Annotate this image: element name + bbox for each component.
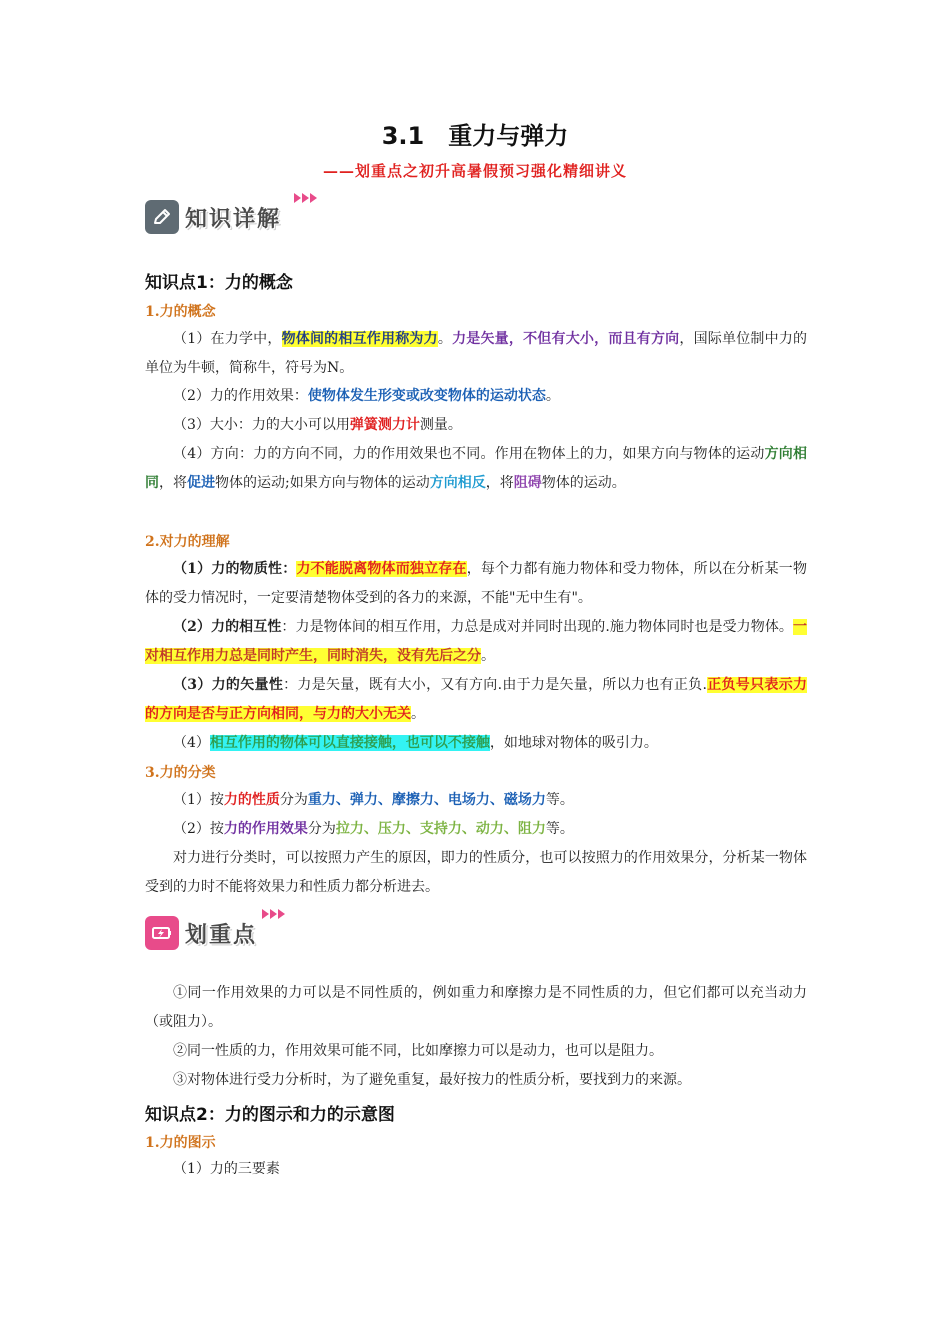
keypoint-2: ②同一性质的力，作用效果可能不同，比如摩擦力可以是动力，也可以是阻力。: [173, 1043, 663, 1059]
kp1-s2-p3: （3）力的矢量性：力是矢量，既有大小，又有方向.由于力是矢量，所以力也有正负.正负号只表示力的方向是否与正方向相同，与力的大小无关。: [145, 677, 807, 722]
kp1-s3-heading: 3.力的分类: [145, 765, 216, 781]
kp1-s3-p2: （2）按力的作用效果分为拉力、压力、支持力、动力、阻力等。: [173, 821, 574, 837]
kp1-s1-heading: 1.力的概念: [145, 304, 216, 320]
kp1-heading: 知识点1：力的概念: [145, 273, 293, 293]
kp1-s1-p1: （1）在力学中，物体间的相互作用称为力。力是矢量，不但有大小，而且有方向，国际单位制中力的单位为牛顿，简称牛，符号为N。: [145, 331, 808, 376]
pencil-icon: [145, 200, 179, 234]
kp1-s3-p3: 对力进行分类时，可以按照力产生的原因，即力的性质分，也可以按照力的作用效果分，分析某一物体受到的力时不能将效果力和性质力都分析进去。: [145, 850, 807, 895]
kp1-s1-p4: （4）方向：力的方向不同，力的作用效果也不同。作用在物体上的力，如果方向与物体的运动方向相同，将促进物体的运动;如果方向与物体的运动方向相反，将阻碍物体的运动。: [145, 446, 808, 491]
knowledge-banner-arrows-icon: [294, 193, 317, 203]
kp1-s2-p2: （2）力的相互性：力是物体间的相互作用，力总是成对并同时出现的.施力物体同时也是受力物体。一对相互作用力总是同时产生，同时消失，没有先后之分。: [145, 619, 807, 664]
kp2-s1-heading: 1.力的图示: [145, 1135, 216, 1151]
kp1-s2-heading: 2.对力的理解: [145, 534, 230, 550]
page-title: 3.1 重力与弹力: [381, 122, 569, 150]
kp1-s2-p4: （4）相互作用的物体可以直接接触，也可以不接触，如地球对物体的吸引力。: [173, 735, 658, 751]
battery-bolt-icon: [145, 916, 179, 950]
keypoints-banner-arrows-icon: [262, 909, 285, 919]
kp2-heading: 知识点2：力的图示和力的示意图: [145, 1105, 395, 1125]
keypoint-1: ①同一作用效果的力可以是不同性质的，例如重力和摩擦力是不同性质的力，但它们都可以充当动力（或阻力）。: [145, 985, 807, 1030]
knowledge-banner: [145, 200, 281, 234]
page-subtitle: ——划重点之初升高暑假预习强化精细讲义: [322, 162, 627, 180]
knowledge-banner-label: 知识详解: [185, 206, 282, 232]
kp1-s2-p1: （1）力的物质性：力不能脱离物体而独立存在，每个力都有施力物体和受力物体，所以在分析某一物体的受力情况时，一定要清楚物体受到的各力的来源，不能"无中生有"。: [145, 561, 807, 606]
keypoints-banner-label: 划重点: [185, 922, 258, 948]
kp2-s1-p1: （1）力的三要素: [173, 1161, 280, 1177]
keypoints-banner: [145, 916, 257, 950]
kp1-s3-p1: （1）按力的性质分为重力、弹力、摩擦力、电场力、磁场力等。: [173, 792, 574, 808]
kp1-s1-p3: （3）大小：力的大小可以用弹簧测力计测量。: [173, 417, 462, 433]
keypoint-3: ③对物体进行受力分析时，为了避免重复，最好按力的性质分析，要找到力的来源。: [173, 1072, 691, 1088]
kp1-s1-p2: （2）力的作用效果：使物体发生形变或改变物体的运动状态。: [173, 388, 560, 404]
